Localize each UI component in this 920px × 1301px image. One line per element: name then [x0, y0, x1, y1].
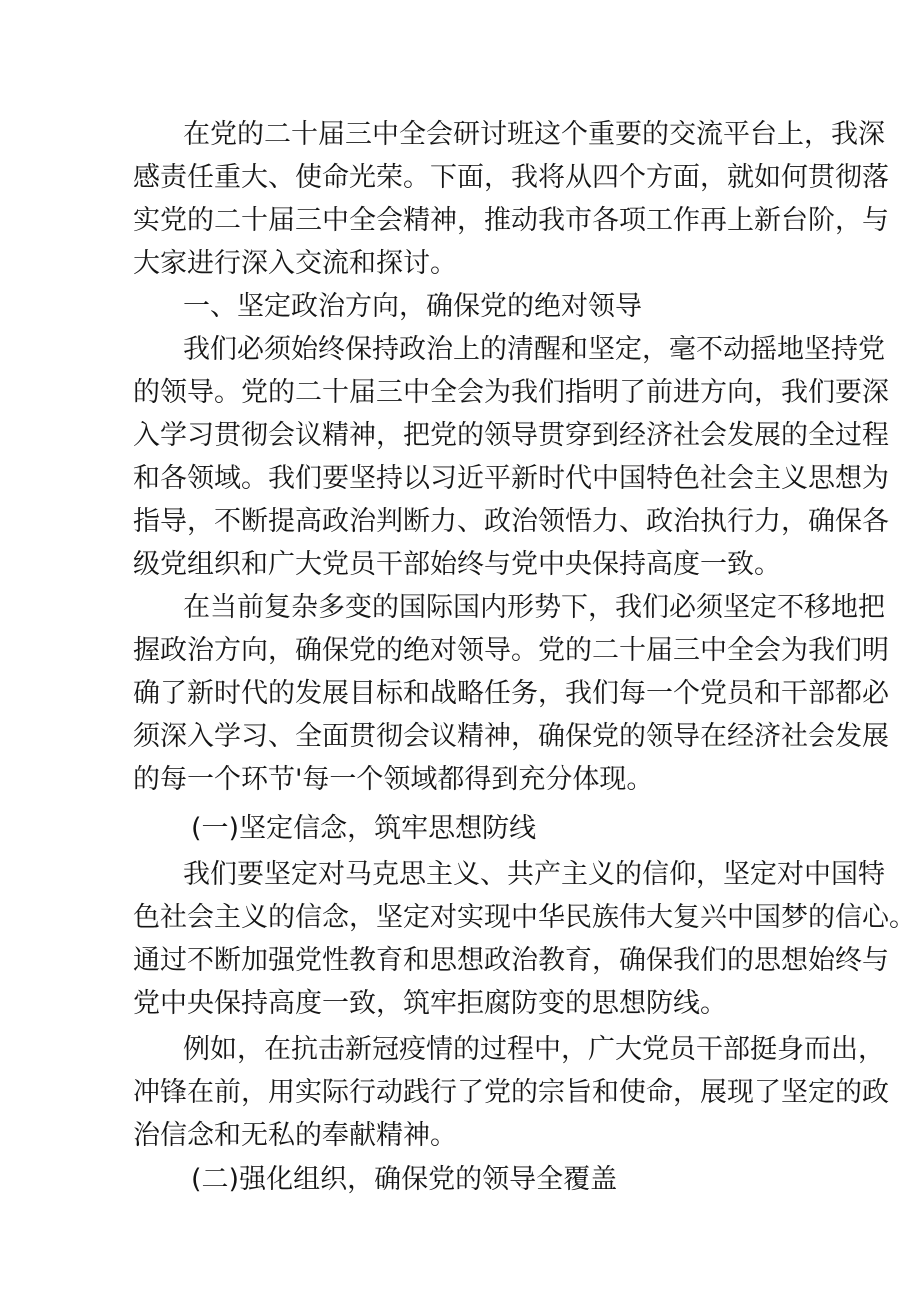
paragraph-3-line-1: 在当前复杂多变的国际国内形势下，我们必须坚定不移地把: [183, 592, 885, 623]
paragraph-3-line-3: 确了新时代的发展目标和战略任务，我们每一个党员和干部都必: [133, 678, 889, 709]
paragraph-5-line-3: 治信念和无私的奉献精神。: [133, 1120, 457, 1151]
paragraph-5-line-1: 例如，在抗击新冠疫情的过程中，广大党员干部挺身而出，: [183, 1034, 885, 1065]
paragraph-4-line-1: 我们要坚定对马克思主义、共产主义的信仰，坚定对中国特: [183, 859, 885, 890]
paragraph-1-line-4: 大家进行深入交流和探讨。: [133, 248, 457, 279]
paragraph-1-line-1: 在党的二十届三中全会研讨班这个重要的交流平台上，我深: [183, 119, 885, 150]
paragraph-4-line-3: 通过不断加强党性教育和思想政治教育，确保我们的思想始终与: [133, 945, 889, 976]
paragraph-2-line-1: 我们必须始终保持政治上的清醒和坚定，毫不动摇地坚持党: [183, 334, 885, 365]
section-heading-1: 一、坚定政治方向，确保党的绝对领导: [183, 291, 642, 322]
paragraph-3-line-5: 的每一个环节'每一个领域都得到充分体现。: [133, 764, 654, 795]
paragraph-4-line-4: 党中央保持高度一致，筑牢拒腐防变的思想防线。: [133, 988, 727, 1019]
paragraph-1-line-2: 感责任重大、使命光荣。下面，我将从四个方面，就如何贯彻落: [133, 162, 889, 193]
paragraph-4-line-2: 色社会主义的信念，坚定对实现中华民族伟大复兴中国梦的信心。: [133, 902, 916, 933]
subheading-2: (二)强化组织，确保党的领导全覆盖: [191, 1164, 618, 1195]
paragraph-3-line-4: 须深入学习、全面贯彻会议精神，确保党的领导在经济社会发展: [133, 721, 889, 752]
paragraph-2-line-4: 和各领域。我们要坚持以习近平新时代中国特色社会主义思想为: [133, 463, 889, 494]
paragraph-3-line-2: 握政治方向，确保党的绝对领导。党的二十届三中全会为我们明: [133, 635, 889, 666]
paragraph-5-line-2: 冲锋在前，用实际行动践行了党的宗旨和使命，展现了坚定的政: [133, 1077, 889, 1108]
paragraph-1-line-3: 实党的二十届三中全会精神，推动我市各项工作再上新台阶，与: [133, 205, 889, 236]
paragraph-2-line-3: 入学习贯彻会议精神，把党的领导贯穿到经济社会发展的全过程: [133, 420, 889, 451]
paragraph-2-line-2: 的领导。党的二十届三中全会为我们指明了前进方向，我们要深: [133, 377, 889, 408]
subheading-1: (一)坚定信念，筑牢思想防线: [191, 813, 537, 844]
paragraph-2-line-5: 指导，不断提高政治判断力、政治领悟力、政治执行力，确保各: [133, 506, 889, 537]
paragraph-2-line-6: 级党组织和广大党员干部始终与党中央保持高度一致。: [133, 549, 781, 580]
